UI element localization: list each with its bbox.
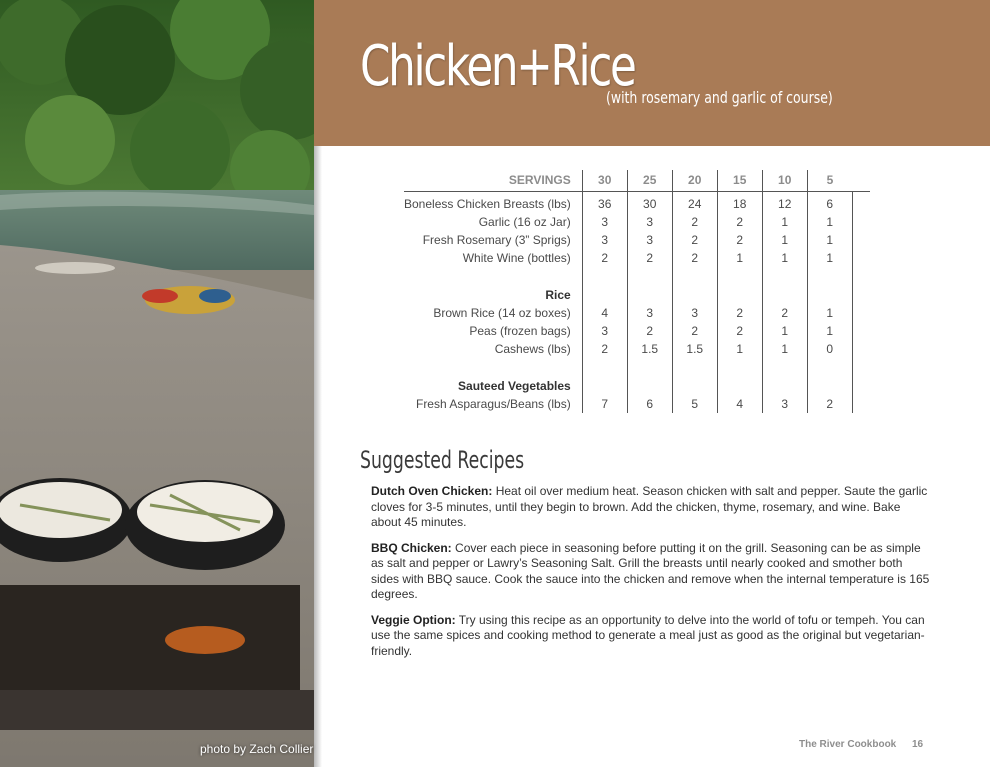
ingredient-name: Cashews (lbs) xyxy=(494,342,571,357)
recipe-title: Chicken+Rice xyxy=(360,34,635,99)
quantity-cell: 3 xyxy=(582,231,627,249)
ingredient-name: Peas (frozen bags) xyxy=(469,324,571,339)
ingredient-row xyxy=(404,191,870,213)
quantity-cell: 1 xyxy=(807,249,852,267)
table-tail-cell xyxy=(852,286,870,304)
ingredient-row xyxy=(404,213,870,231)
quantity-cell: 1 xyxy=(762,231,807,249)
quantity-cell: 2 xyxy=(717,213,762,231)
table-tail-cell xyxy=(852,249,870,267)
spacer-row xyxy=(404,268,870,286)
ingredient-name: Fresh Asparagus/Beans (lbs) xyxy=(415,396,571,411)
section-heading: Sauteed Vegetables xyxy=(458,378,571,393)
section-row xyxy=(404,286,870,304)
quantity-cell: 1 xyxy=(807,304,852,322)
quantity-cell: 24 xyxy=(672,191,717,213)
quantity-cell: 4 xyxy=(717,395,762,413)
spacer-cell xyxy=(404,359,582,377)
empty-cell xyxy=(582,286,627,304)
empty-cell xyxy=(717,286,762,304)
empty-cell xyxy=(762,268,807,286)
empty-cell xyxy=(627,286,672,304)
table-tail-cell xyxy=(852,304,870,322)
table-tail-cell xyxy=(852,377,870,395)
table-tail-cell xyxy=(852,340,870,358)
quantity-cell: 1 xyxy=(717,249,762,267)
suggested-recipes-heading: Suggested Recipes xyxy=(360,446,525,474)
spacer-cell xyxy=(404,268,582,286)
quantity-cell: 3 xyxy=(672,304,717,322)
quantity-cell: 1 xyxy=(762,322,807,340)
quantity-cell: 2 xyxy=(582,340,627,358)
quantity-cell: 4 xyxy=(582,304,627,322)
quantity-cell: 1 xyxy=(762,340,807,358)
quantity-cell: 2 xyxy=(717,231,762,249)
servings-header-row xyxy=(404,170,870,191)
ingredient-row xyxy=(404,322,870,340)
ingredient-row xyxy=(404,395,870,413)
empty-cell xyxy=(762,359,807,377)
quantity-cell: 3 xyxy=(582,322,627,340)
quantity-cell: 6 xyxy=(807,191,852,213)
ingredient-name: Garlic (16 oz Jar) xyxy=(478,215,571,230)
table-tail-cell xyxy=(852,191,870,213)
quantity-cell: 2 xyxy=(672,249,717,267)
recipe-list xyxy=(371,484,931,669)
table-tail-cell xyxy=(852,359,870,377)
quantity-cell: 2 xyxy=(762,304,807,322)
quantity-cell: 1 xyxy=(807,213,852,231)
empty-cell xyxy=(807,268,852,286)
empty-cell xyxy=(762,377,807,395)
book-title-footer: The River Cookbook xyxy=(799,739,897,750)
empty-cell xyxy=(582,359,627,377)
quantity-cell: 3 xyxy=(627,213,672,231)
empty-cell xyxy=(672,377,717,395)
quantity-cell: 2 xyxy=(717,304,762,322)
quantity-cell: 2 xyxy=(672,231,717,249)
quantity-cell: 3 xyxy=(627,304,672,322)
empty-cell xyxy=(717,268,762,286)
spacer-row xyxy=(404,359,870,377)
river-campfire-photo xyxy=(0,0,314,767)
empty-cell xyxy=(807,359,852,377)
empty-cell xyxy=(807,286,852,304)
empty-cell xyxy=(717,359,762,377)
quantity-cell: 1 xyxy=(762,213,807,231)
quantity-cell: 1.5 xyxy=(627,340,672,358)
photo-illustration xyxy=(0,0,314,767)
empty-cell xyxy=(627,268,672,286)
recipe-paragraph xyxy=(371,541,931,603)
quantity-cell: 3 xyxy=(582,213,627,231)
ingredient-row xyxy=(404,231,870,249)
quantity-cell: 1 xyxy=(717,340,762,358)
quantity-cell: 2 xyxy=(627,249,672,267)
recipe-name: BBQ Chicken: xyxy=(371,540,452,555)
table-tail-cell xyxy=(852,231,870,249)
table-tail-cell xyxy=(852,268,870,286)
recipe-instructions: Try using this recipe as an opportunity to delve into the world of tofu or tempeh. You can use the same spices and cooking method to generate a meal just as good as the original but vegetarian-friendly. xyxy=(371,612,925,658)
servings-count: 10 xyxy=(762,170,807,191)
quantity-cell: 30 xyxy=(627,191,672,213)
empty-cell xyxy=(762,286,807,304)
recipe-paragraph xyxy=(371,484,931,531)
servings-count: 25 xyxy=(627,170,672,191)
quantity-cell: 2 xyxy=(672,322,717,340)
table-tail-cell xyxy=(852,322,870,340)
quantity-cell: 3 xyxy=(762,395,807,413)
quantity-cell: 2 xyxy=(672,213,717,231)
recipe-name: Veggie Option: xyxy=(371,612,456,627)
servings-table xyxy=(404,170,870,413)
ingredient-name: Brown Rice (14 oz boxes) xyxy=(433,306,571,321)
recipe-instructions: Heat oil over medium heat. Season chicken with salt and pepper. Saute the garlic cloves for 3-5 minutes, until they begin to brown. Add the chicken, thyme, rosemary, and wine. Bake about 45 minutes. xyxy=(371,484,928,529)
recipe-name: Dutch Oven Chicken: xyxy=(371,484,493,498)
quantity-cell: 1.5 xyxy=(672,340,717,358)
ingredient-row xyxy=(404,304,870,322)
quantity-cell: 2 xyxy=(807,395,852,413)
ingredient-row xyxy=(404,340,870,358)
empty-cell xyxy=(582,377,627,395)
quantity-cell: 7 xyxy=(582,395,627,413)
servings-label: SERVINGS xyxy=(508,173,571,188)
quantity-cell: 18 xyxy=(717,191,762,213)
quantity-cell: 3 xyxy=(627,231,672,249)
table-tail-cell xyxy=(852,213,870,231)
table-tail-cell xyxy=(852,170,870,191)
ingredient-name: Boneless Chicken Breasts (lbs) xyxy=(404,197,571,212)
title-banner xyxy=(314,0,990,146)
quantity-cell: 1 xyxy=(807,231,852,249)
quantity-cell: 1 xyxy=(807,322,852,340)
ingredient-name: Fresh Rosemary (3” Sprigs) xyxy=(422,233,571,248)
recipe-instructions: Cover each piece in seasoning before putting it on the grill. Seasoning can be as simple as salt and pepper or Lawry’s Seasoning Salt. Grill the breasts until nearly cooked and smother both sides with BBQ sauce. Cook the sauce into the chicken and remove when the internal temperature is 165 degrees. xyxy=(371,540,930,601)
quantity-cell: 6 xyxy=(627,395,672,413)
servings-count: 20 xyxy=(672,170,717,191)
quantity-cell: 2 xyxy=(582,249,627,267)
quantity-cell: 36 xyxy=(582,191,627,213)
quantity-cell: 0 xyxy=(807,340,852,358)
empty-cell xyxy=(582,268,627,286)
empty-cell xyxy=(672,286,717,304)
empty-cell xyxy=(717,377,762,395)
empty-cell xyxy=(672,359,717,377)
page-number: 16 xyxy=(912,739,924,750)
ingredient-name: White Wine (bottles) xyxy=(462,251,571,266)
servings-count: 30 xyxy=(582,170,627,191)
ingredient-rows xyxy=(404,191,870,413)
servings-count: 15 xyxy=(717,170,762,191)
quantity-cell: 5 xyxy=(672,395,717,413)
photo-credit: photo by Zach Collier xyxy=(200,742,314,756)
empty-cell xyxy=(807,377,852,395)
empty-cell xyxy=(627,359,672,377)
recipe-paragraph xyxy=(371,613,931,660)
section-row xyxy=(404,377,870,395)
ingredient-row xyxy=(404,249,870,267)
section-heading: Rice xyxy=(545,287,571,302)
quantity-cell: 12 xyxy=(762,191,807,213)
servings-count: 5 xyxy=(807,170,852,191)
quantity-cell: 2 xyxy=(717,322,762,340)
table-tail-cell xyxy=(852,395,870,413)
empty-cell xyxy=(627,377,672,395)
recipe-subtitle: (with rosemary and garlic of course) xyxy=(606,88,833,107)
empty-cell xyxy=(672,268,717,286)
quantity-cell: 2 xyxy=(627,322,672,340)
quantity-cell: 1 xyxy=(762,249,807,267)
